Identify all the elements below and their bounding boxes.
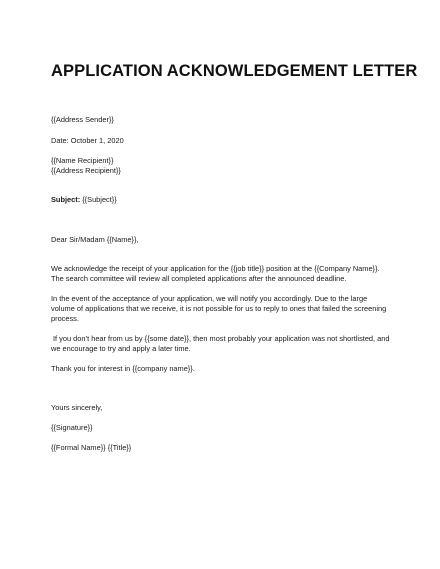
paragraph-1-line-2: The search committee will review all completed applications after the announced deadline. [51, 274, 347, 283]
signature: {{Signature}} [51, 423, 93, 432]
paragraph-2-line-3: process. [51, 314, 79, 323]
paragraph-4: Thank you for interest in {{company name}}. [51, 364, 195, 373]
closing: Yours sincerely, [51, 403, 103, 412]
address-recipient: {{Address Recipient}} [51, 166, 121, 175]
letter-date: Date: October 1, 2020 [51, 136, 124, 145]
salutation: Dear Sir/Madam {{Name}}, [51, 235, 139, 244]
formal-name-title: {{Formal Name}} {{Title}} [51, 443, 132, 452]
paragraph-2-line-2: volume of applications that we receive, it is not possible for us to reply to ones that failed the screening [51, 304, 387, 313]
paragraph-2-line-1: In the event of the acceptance of your application, we will notify you accordingly. Due to the large [51, 294, 368, 303]
letter-title: APPLICATION ACKNOWLEDGEMENT LETTER [51, 62, 418, 80]
address-sender: {{Address Sender}} [51, 115, 114, 124]
paragraph-1-line-1: We acknowledge the receipt of your application for the {{job title}} position at the {{Company Name}}. [51, 264, 380, 273]
paragraph-3-line-2: we encourage to try and apply a later time. [51, 344, 191, 353]
paragraph-3-line-1: If you don’t hear from us by {{some date}}, then most probably your application was not shortlisted, and [53, 334, 390, 343]
subject-label: Subject: [51, 195, 81, 204]
name-recipient: {{Name Recipient}} [51, 156, 114, 165]
subject-value: {{Subject}} [80, 195, 117, 204]
subject-line [51, 195, 117, 206]
